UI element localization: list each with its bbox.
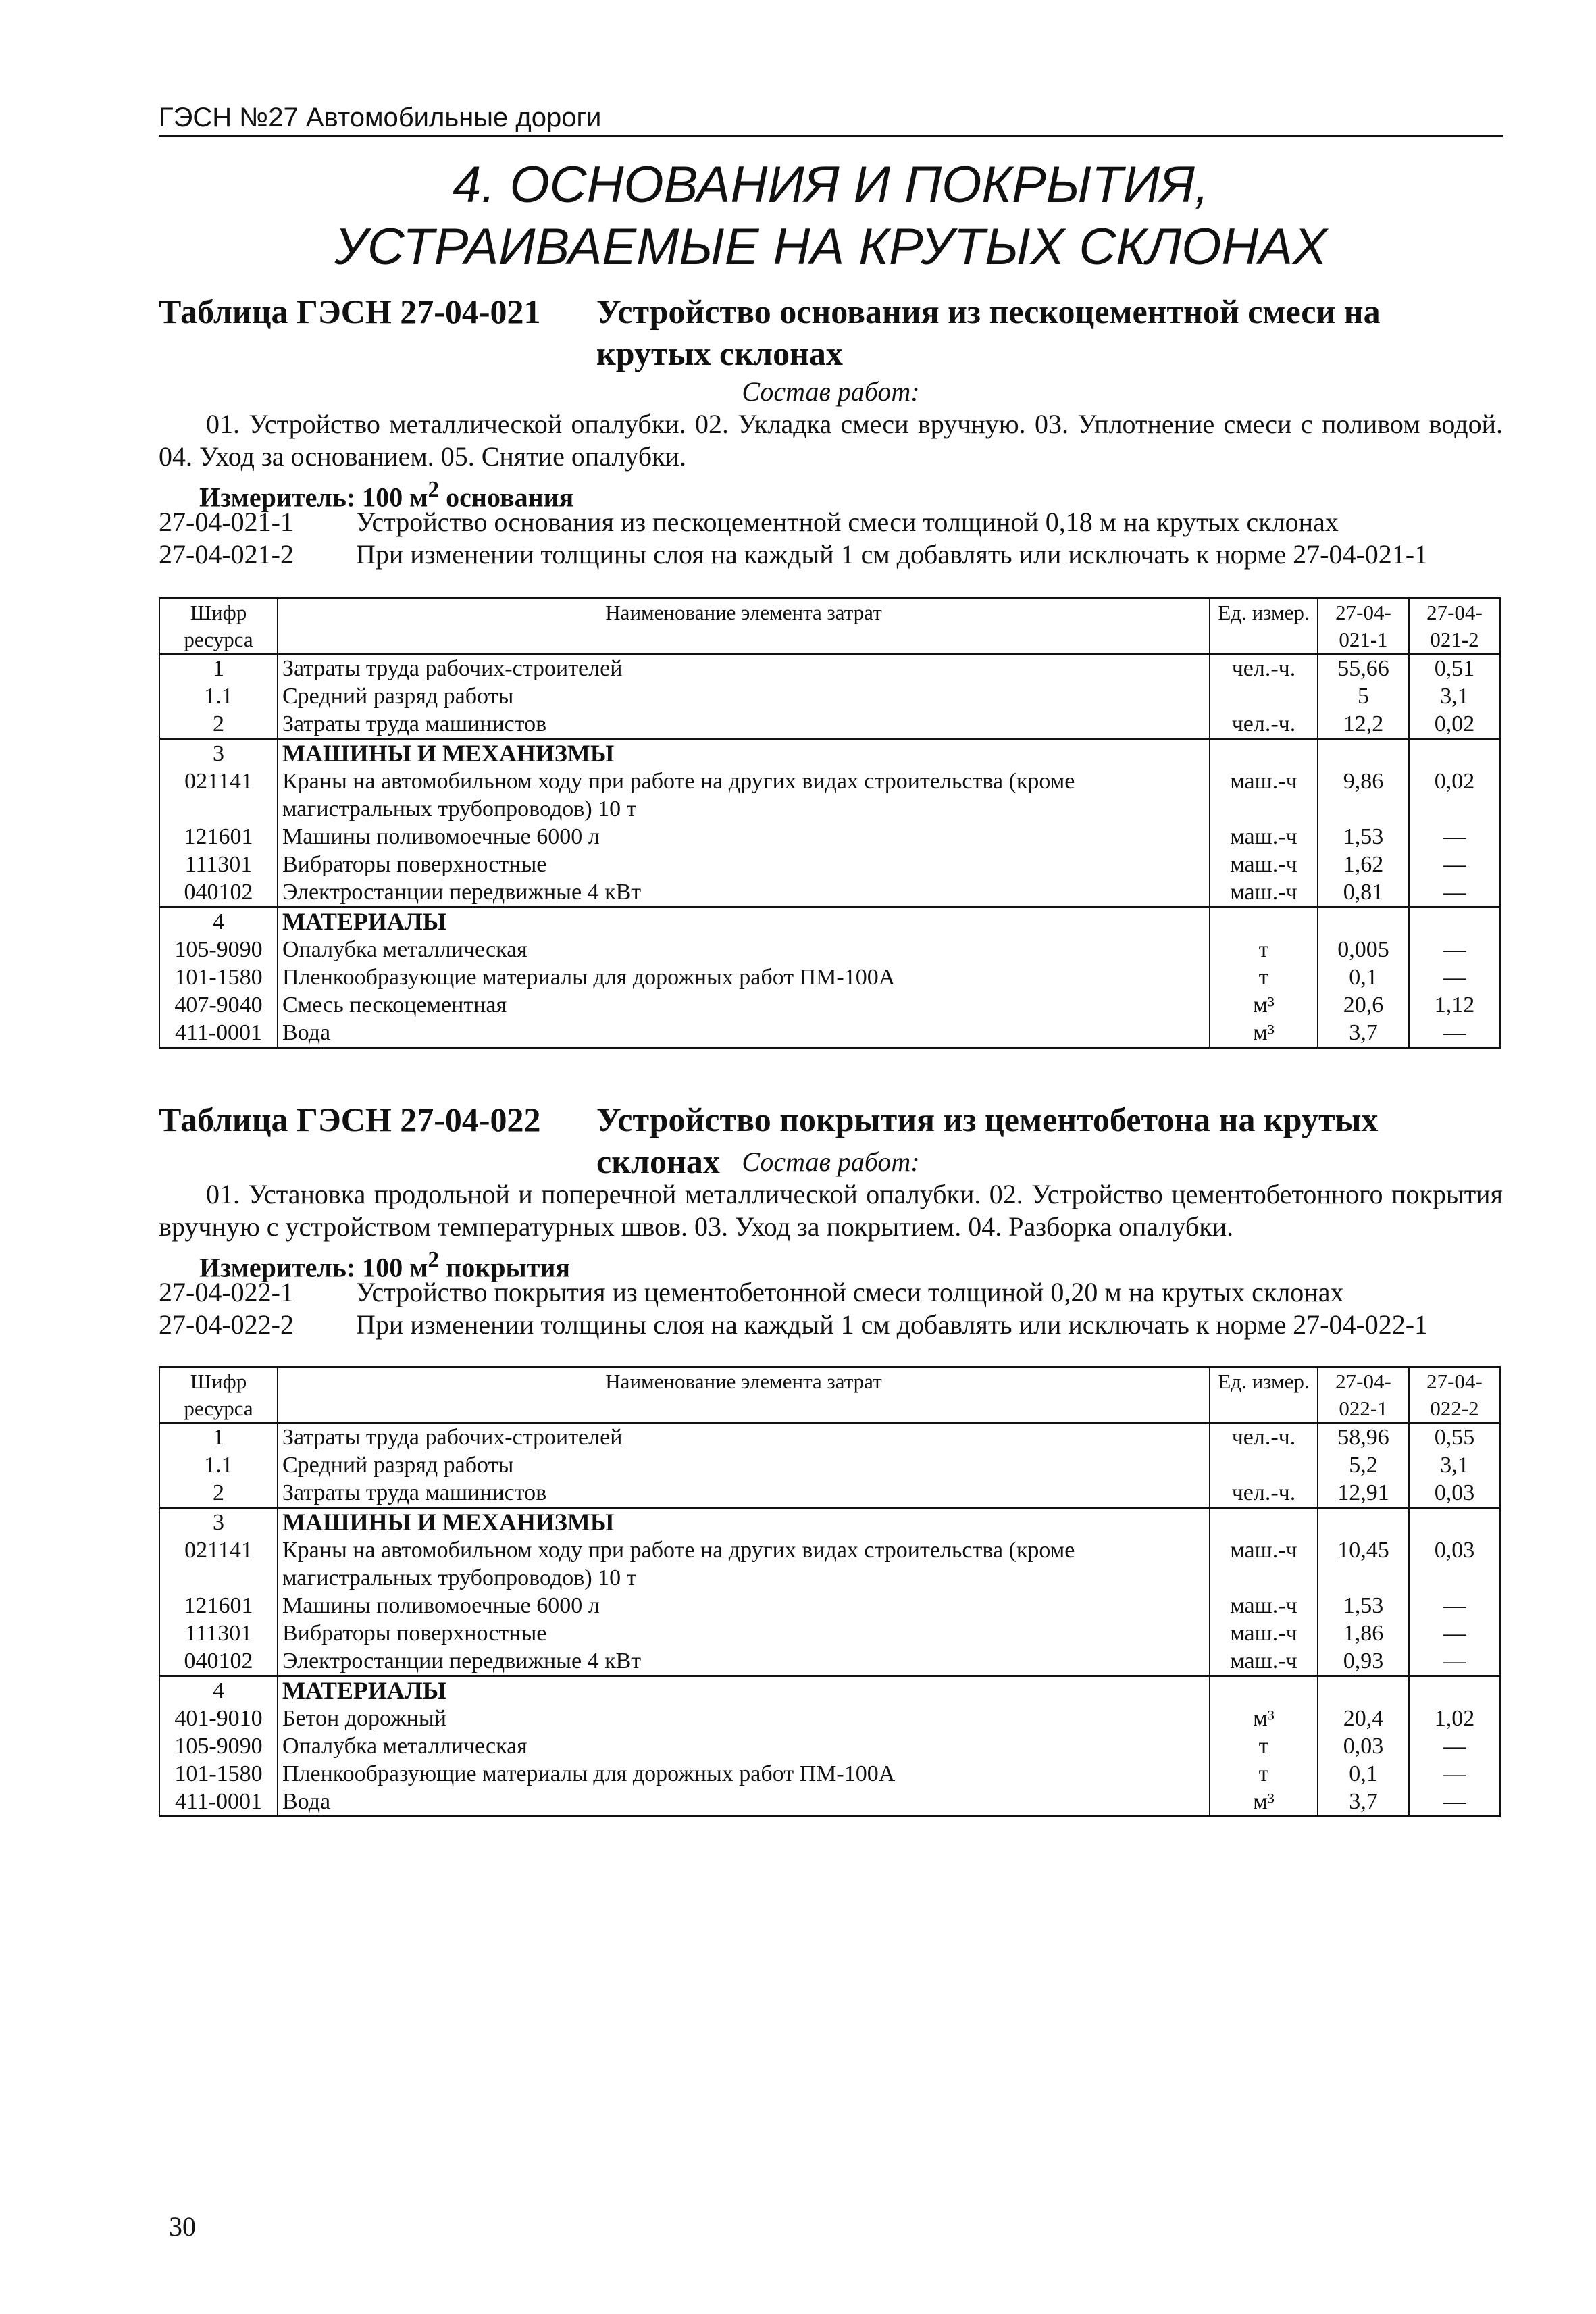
unit-of-measure xyxy=(1210,1508,1318,1537)
table-row xyxy=(159,654,1500,682)
unit-of-measure: маш.-ч xyxy=(1210,768,1318,823)
cost-element-name: Средний разряд работы xyxy=(278,682,1210,710)
resource-code: 4 xyxy=(159,1676,278,1705)
norm-value-2: 1,12 xyxy=(1409,991,1500,1019)
unit-of-measure xyxy=(1210,739,1318,768)
table-header-row xyxy=(159,599,1500,655)
header-cost-element: Наименование элемента затрат xyxy=(278,599,1210,655)
resource-code: 105-9090 xyxy=(159,1732,278,1760)
table2-works-text: 01. Установка продольной и поперечной металлической опалубки. 02. Устройство цементобетонного покрытия вручную с устройством температурных швов. 03. Уход за покрытием. 04. Разборка опалубки. xyxy=(159,1179,1503,1242)
norm-value-1: 0,81 xyxy=(1318,878,1409,907)
norm-value-1: 20,6 xyxy=(1318,991,1409,1019)
table2-works-label: Состав работ: xyxy=(742,1147,920,1177)
cost-element-name: МАТЕРИАЛЫ xyxy=(278,1676,1210,1705)
cost-element-name: Средний разряд работы xyxy=(278,1451,1210,1479)
table-row xyxy=(159,1647,1500,1676)
cost-element-name: Пленкообразующие материалы для дорожных работ ПМ-100А xyxy=(278,1760,1210,1788)
cost-element-name: Вибраторы поверхностные xyxy=(278,1619,1210,1647)
header-resource-code: Шифр ресурса xyxy=(159,599,278,655)
table-row xyxy=(159,1423,1500,1451)
table1-heading xyxy=(159,291,1503,378)
header-norm-2: 27-04-021-2 xyxy=(1409,599,1500,655)
norm-value-2: 0,03 xyxy=(1409,1536,1500,1592)
cost-element-name: Пленкообразующие материалы для дорожных работ ПМ-100А xyxy=(278,963,1210,991)
cost-element-name: МАТЕРИАЛЫ xyxy=(278,907,1210,936)
norm-value-2: — xyxy=(1409,823,1500,851)
resource-code: 411-0001 xyxy=(159,1019,278,1048)
resource-code: 040102 xyxy=(159,1647,278,1676)
unit-of-measure: маш.-ч xyxy=(1210,851,1318,878)
table-row xyxy=(159,1592,1500,1619)
resource-code: 111301 xyxy=(159,851,278,878)
cost-element-name: Затраты труда машинистов xyxy=(278,710,1210,739)
unit-of-measure: чел.-ч. xyxy=(1210,710,1318,739)
unit-of-measure: маш.-ч xyxy=(1210,1592,1318,1619)
unit-of-measure: маш.-ч xyxy=(1210,1536,1318,1592)
unit-of-measure: м³ xyxy=(1210,1705,1318,1732)
unit-of-measure: т xyxy=(1210,1760,1318,1788)
unit-of-measure xyxy=(1210,1451,1318,1479)
norm-value-1 xyxy=(1318,739,1409,768)
table-row xyxy=(159,1788,1500,1817)
table-header-row xyxy=(159,1367,1500,1424)
table1-works-text: 01. Устройство металлической опалубки. 02. Укладка смеси вручную. 03. Уплотнение смеси с поливом водой. 04. Уход за основанием. 05. Снятие опалубки. xyxy=(159,409,1503,472)
table-row xyxy=(159,1676,1500,1705)
cost-element-name: МАШИНЫ И МЕХАНИЗМЫ xyxy=(278,1508,1210,1537)
cost-element-name: Электростанции передвижные 4 кВт xyxy=(278,1647,1210,1676)
norm-value-2: — xyxy=(1409,851,1500,878)
norm-value-1: 12,2 xyxy=(1318,710,1409,739)
resource-code: 411-0001 xyxy=(159,1788,278,1817)
unit-of-measure: маш.-ч xyxy=(1210,1647,1318,1676)
resource-code: 1.1 xyxy=(159,1451,278,1479)
resource-code: 021141 xyxy=(159,768,278,823)
resource-code: 101-1580 xyxy=(159,1760,278,1788)
unit-of-measure: чел.-ч. xyxy=(1210,654,1318,682)
norm-value-2 xyxy=(1409,907,1500,936)
resource-code: 021141 xyxy=(159,1536,278,1592)
table1-measure: Измеритель: 100 $м^2$ основания xyxy=(199,477,574,513)
norm-value-2: 0,02 xyxy=(1409,710,1500,739)
norm-value-1: 1,62 xyxy=(1318,851,1409,878)
cost-element-name: Вода xyxy=(278,1019,1210,1048)
resource-code: 2 xyxy=(159,1479,278,1508)
table2-measure: Измеритель: 100 $м^2$ покрытия xyxy=(199,1247,571,1283)
norm-value-2: — xyxy=(1409,936,1500,963)
header-norm-2: 27-04-022-2 xyxy=(1409,1367,1500,1424)
resource-code: 3 xyxy=(159,739,278,768)
resource-code: 040102 xyxy=(159,878,278,907)
table-row xyxy=(159,768,1500,823)
norm-value-1 xyxy=(1318,1676,1409,1705)
norm-value-2 xyxy=(1409,1676,1500,1705)
unit-of-measure: т xyxy=(1210,963,1318,991)
norm-value-1: 0,93 xyxy=(1318,1647,1409,1676)
table-row xyxy=(159,907,1500,936)
table-row xyxy=(159,963,1500,991)
cost-element-name: Затраты труда машинистов xyxy=(278,1479,1210,1508)
table-row xyxy=(159,1479,1500,1508)
resource-code: 105-9090 xyxy=(159,936,278,963)
header-norm-1: 27-04-022-1 xyxy=(1318,1367,1409,1424)
running-head: ГЭСН №27 Автомобильные дороги xyxy=(159,101,1503,137)
page-number: 30 xyxy=(169,2211,196,2242)
norm-value-1: 0,03 xyxy=(1318,1732,1409,1760)
norm-value-1: 0,005 xyxy=(1318,936,1409,963)
norm-value-2: 3,1 xyxy=(1409,1451,1500,1479)
norm-value-1: 20,4 xyxy=(1318,1705,1409,1732)
cost-element-name: Опалубка металлическая xyxy=(278,936,1210,963)
cost-element-name: Вода xyxy=(278,1788,1210,1817)
unit-of-measure: м³ xyxy=(1210,1788,1318,1817)
unit-of-measure xyxy=(1210,1676,1318,1705)
cost-element-name: Затраты труда рабочих-строителей xyxy=(278,1423,1210,1451)
cost-element-name: МАШИНЫ И МЕХАНИЗМЫ xyxy=(278,739,1210,768)
unit-of-measure: чел.-ч. xyxy=(1210,1423,1318,1451)
resource-code: 1 xyxy=(159,654,278,682)
unit-of-measure: маш.-ч xyxy=(1210,878,1318,907)
table-row xyxy=(159,1732,1500,1760)
cost-element-name: Машины поливомоечные 6000 л xyxy=(278,1592,1210,1619)
header-cost-element: Наименование элемента затрат xyxy=(278,1367,1210,1424)
cost-element-name: Смесь пескоцементная xyxy=(278,991,1210,1019)
norm-value-2 xyxy=(1409,1508,1500,1537)
norm-value-1: 12,91 xyxy=(1318,1479,1409,1508)
norm-value-1: 3,7 xyxy=(1318,1019,1409,1048)
table-row xyxy=(159,1760,1500,1788)
cost-element-name: Машины поливомоечные 6000 л xyxy=(278,823,1210,851)
unit-of-measure: маш.-ч xyxy=(1210,823,1318,851)
norm-value-1: 1,53 xyxy=(1318,823,1409,851)
cost-element-name: Опалубка металлическая xyxy=(278,1732,1210,1760)
norm-value-2: — xyxy=(1409,1647,1500,1676)
resource-code: 4 xyxy=(159,907,278,936)
header-resource-code: Шифр ресурса xyxy=(159,1367,278,1424)
table-row xyxy=(159,878,1500,907)
section-title-line-1: 4. ОСНОВАНИЯ И ПОКРЫТИЯ, xyxy=(453,156,1209,213)
norm-value-2: 0,03 xyxy=(1409,1479,1500,1508)
table2-code: Таблица ГЭСН 27-04-022 xyxy=(159,1101,541,1138)
table-row xyxy=(159,851,1500,878)
table-row xyxy=(159,1536,1500,1592)
resource-code: 121601 xyxy=(159,1592,278,1619)
norm-value-2: — xyxy=(1409,1732,1500,1760)
resource-code: 121601 xyxy=(159,823,278,851)
table-row xyxy=(159,739,1500,768)
norm-value-1: 5,2 xyxy=(1318,1451,1409,1479)
section-title xyxy=(159,154,1503,278)
cost-element-name: Бетон дорожный xyxy=(278,1705,1210,1732)
header-unit: Ед. измер. xyxy=(1210,1367,1318,1424)
cost-element-name: Затраты труда рабочих-строителей xyxy=(278,654,1210,682)
resource-code: 2 xyxy=(159,710,278,739)
table-row xyxy=(159,936,1500,963)
resource-code: 1 xyxy=(159,1423,278,1451)
norm-value-1: 58,96 xyxy=(1318,1423,1409,1451)
unit-of-measure: т xyxy=(1210,1732,1318,1760)
table1-works-label: Состав работ: xyxy=(742,376,920,407)
section-title-line-2: УСТРАИВАЕМЫЕ НА КРУТЫХ СКЛОНАХ xyxy=(334,218,1327,276)
table-row xyxy=(159,1619,1500,1647)
table-row xyxy=(159,1019,1500,1048)
table-row xyxy=(159,1451,1500,1479)
header-norm-1: 27-04-021-1 xyxy=(1318,599,1409,655)
norm-value-2: 0,02 xyxy=(1409,768,1500,823)
norm-value-1: 3,7 xyxy=(1318,1788,1409,1817)
unit-of-measure: чел.-ч. xyxy=(1210,1479,1318,1508)
norm-value-1: 5 xyxy=(1318,682,1409,710)
resource-code: 401-9010 xyxy=(159,1705,278,1732)
norm-value-2: — xyxy=(1409,1788,1500,1817)
norm-value-1: 1,86 xyxy=(1318,1619,1409,1647)
norm-value-2: 0,55 xyxy=(1409,1423,1500,1451)
table2-caption: Устройство покрытия из цементобетона на крутых склонах xyxy=(596,1101,1379,1180)
cost-element-name: Краны на автомобильном ходу при работе на других видах строительства (кроме магистральных трубопроводов) 10 т xyxy=(278,768,1210,823)
norm-value-2: — xyxy=(1409,1019,1500,1048)
norm-value-2: — xyxy=(1409,963,1500,991)
norm-value-1: 1,53 xyxy=(1318,1592,1409,1619)
norm-value-1: 9,86 xyxy=(1318,768,1409,823)
norm-value-1: 0,1 xyxy=(1318,1760,1409,1788)
resource-code: 3 xyxy=(159,1508,278,1537)
resource-code: 407-9040 xyxy=(159,991,278,1019)
norm-value-2: — xyxy=(1409,878,1500,907)
norm-value-2: 3,1 xyxy=(1409,682,1500,710)
unit-of-measure: м³ xyxy=(1210,1019,1318,1048)
norm-value-1 xyxy=(1318,907,1409,936)
table-row xyxy=(159,1508,1500,1537)
norm-value-2: — xyxy=(1409,1760,1500,1788)
resource-code: 1.1 xyxy=(159,682,278,710)
unit-of-measure xyxy=(1210,907,1318,936)
norm-value-1: 55,66 xyxy=(1318,654,1409,682)
table-row xyxy=(159,710,1500,739)
resource-code: 111301 xyxy=(159,1619,278,1647)
table2-resources xyxy=(159,1366,1501,1817)
norm-value-2: 0,51 xyxy=(1409,654,1500,682)
table1-code: Таблица ГЭСН 27-04-021 xyxy=(159,293,541,330)
unit-of-measure: маш.-ч xyxy=(1210,1619,1318,1647)
norm-value-2: — xyxy=(1409,1619,1500,1647)
norm-value-1 xyxy=(1318,1508,1409,1537)
cost-element-name: Электростанции передвижные 4 кВт xyxy=(278,878,1210,907)
norm-value-1: 10,45 xyxy=(1318,1536,1409,1592)
cost-element-name: Краны на автомобильном ходу при работе на других видах строительства (кроме магистральных трубопроводов) 10 т xyxy=(278,1536,1210,1592)
norm-value-1: 0,1 xyxy=(1318,963,1409,991)
table-row xyxy=(159,991,1500,1019)
table1-caption: Устройство основания из пескоцементной смеси на крутых склонах xyxy=(596,293,1381,372)
table-row xyxy=(159,1705,1500,1732)
unit-of-measure: т xyxy=(1210,936,1318,963)
norm-value-2: — xyxy=(1409,1592,1500,1619)
cost-element-name: Вибраторы поверхностные xyxy=(278,851,1210,878)
table-row xyxy=(159,823,1500,851)
header-unit: Ед. измер. xyxy=(1210,599,1318,655)
unit-of-measure xyxy=(1210,682,1318,710)
norm-value-2 xyxy=(1409,739,1500,768)
resource-code: 101-1580 xyxy=(159,963,278,991)
table-row xyxy=(159,682,1500,710)
unit-of-measure: м³ xyxy=(1210,991,1318,1019)
document-page: ГЭСН №27 Автомобильные дороги 4. ОСНОВАНИЯ И ПОКРЫТИЯ, УСТРАИВАЕМЫЕ НА КРУТЫХ СКЛОНАХ Таблица ГЭСН 27-04-021 Устройство основания из пескоцементной смеси на крутых склонах Состав работ: 01. Устройство металлической опалубки. 02. Укладка смеси вручную. 03. Уплотнение смеси с поливом водой. 04. Уход за основанием. 05. Снятие опалубки. Измеритель: 100 $м^2$ основания 27-04-021-1 Устройство основания из пескоцементной смеси толщиной 0,18 м на крутых склонах 27-04-021-2 При изменении толщины слоя на каждый 1 см добавлять или исключать к норме 27-04-021-1 Шифр ресурса Наименование элемента затрат Ед. измер. 27-04-021-1 27-04-021-2 1 Затраты труда рабочих-строителей чел.-ч. 55,66 0,51 1.1 Средний разряд работы 5 3,1 2 Затраты труда машинистов чел.-ч. 12,2 0,02 3 МАШИНЫ И МЕХАНИЗМЫ 021141 Краны на автомобильном ходу при работе на других видах строительства (кроме магистральных трубопроводов) 10 т маш.-ч 9,86 0,02 121601 Машины поливомоечные 6000 л маш.-ч 1,53 — 111301 Вибраторы поверхностные маш.-ч 1,62 — 040102 Электростанции передвижные 4 кВт маш.-ч 0,81 — 4 МАТЕРИАЛЫ 105-9090 Опалубка металлическая т 0,005 — 101-1580 Пленкообразующие материалы для дорожных работ ПМ-100А т 0,1 — 407-9040 Смесь пескоцементная м³ 20,6 1,12 411-0001 Вода м³ 3,7 — Таблица ГЭСН 27-04-022 Устройство покрытия из цементобетона на крутых склонах Состав работ: 01. Установка продольной и поперечной металлической опалубки. 02. Устройство цементобетонного покрытия вручную с устройством температурных швов. 03. Уход за покрытием. 04. Разборка опалубки. Измеритель: 100 $м^2$ покрытия 27-04-022-1 Устройство покрытия из цементобетонной смеси толщиной 0,20 м на крутых склонах 27-04-022-2 При изменении толщины слоя на каждый 1 см добавлять или исключать к норме 27-04-022-1 Шифр ресурса Наименование элемента затрат Ед. измер. 27-04-022-1 27-04-022-2 1 Затраты труда рабочих-строителей чел.-ч. 58,96 0,55 1.1 Средний разряд работы 5,2 3,1 2 Затраты труда машинистов чел.-ч. 12,91 0,03 3 МАШИНЫ И МЕХАНИЗМЫ 021141 Краны на автомобильном ходу при работе на других видах строительства (кроме магистральных трубопроводов) 10 т маш.-ч 10,45 0,03 121601 Машины поливомоечные 6000 л маш.-ч 1,53 — 111301 Вибраторы поверхностные маш.-ч 1,86 — 040102 Электростанции передвижные 4 кВт маш.-ч 0,93 — 4 МАТЕРИАЛЫ 401-9010 Бетон дорожный м³ 20,4 1,02 105-9090 Опалубка металлическая т 0,03 — 101-1580 Пленкообразующие материалы для дорожных работ ПМ-100А т 0,1 — 411-0001 Вода м³ 3,7 — 30 xyxy=(159,103,1503,2242)
norm-value-2: 1,02 xyxy=(1409,1705,1500,1732)
table1-resources xyxy=(159,597,1501,1049)
